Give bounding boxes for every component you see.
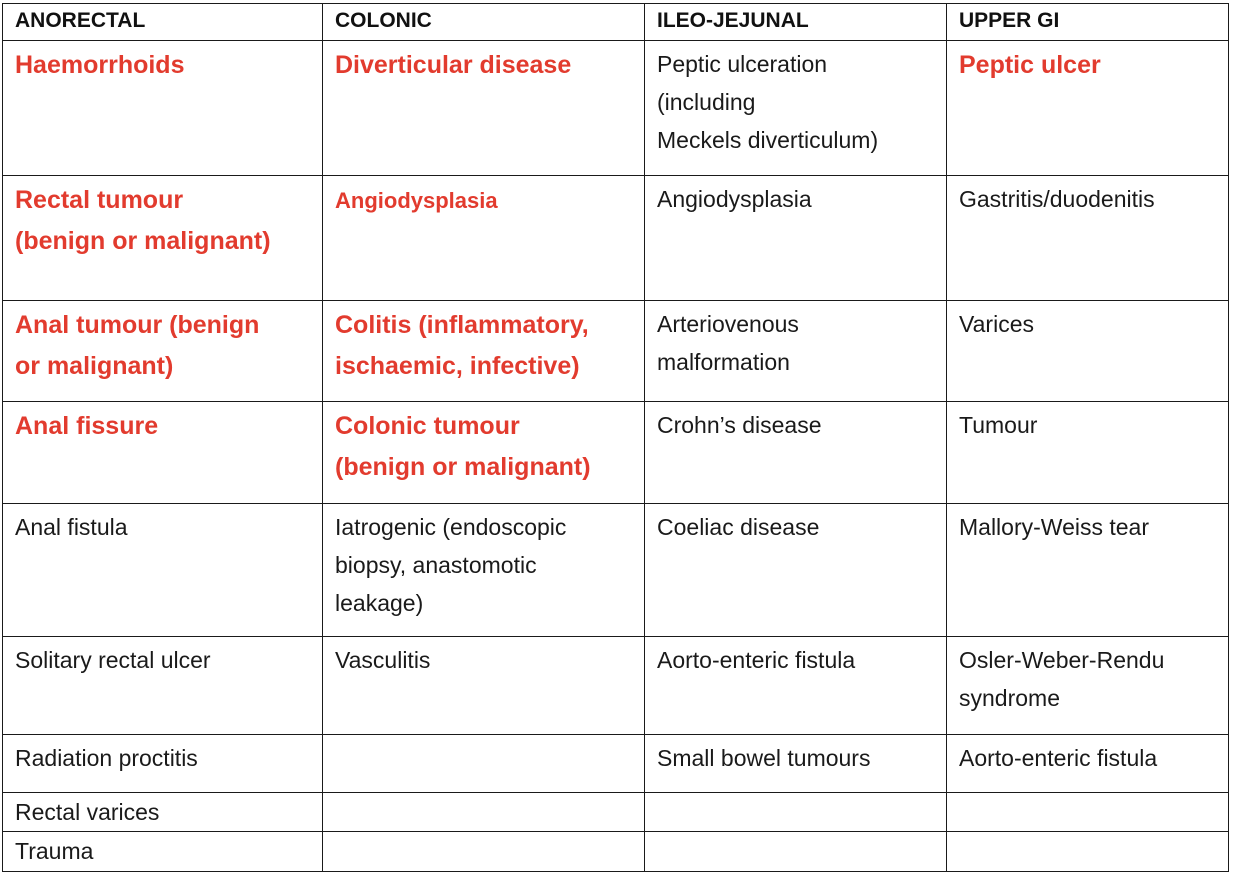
table-cell: Angiodysplasia xyxy=(645,176,947,301)
table-cell: Rectal tumour (benign or malignant) xyxy=(3,176,323,301)
table-cell: Tumour xyxy=(947,402,1229,504)
table-row xyxy=(3,504,1229,637)
table-cell: Peptic ulcer xyxy=(947,41,1229,176)
table-cell xyxy=(645,832,947,872)
header-colonic: COLONIC xyxy=(323,4,645,41)
table-cell: Diverticular disease xyxy=(323,41,645,176)
table-cell: Peptic ulceration (including Meckels diverticulum) xyxy=(645,41,947,176)
table-cell: Coeliac disease xyxy=(645,504,947,637)
table-cell: Anal fissure xyxy=(3,402,323,504)
table-cell: Anal tumour (benign or malignant) xyxy=(3,301,323,402)
table-cell: Arteriovenous malformation xyxy=(645,301,947,402)
table-cell xyxy=(947,832,1229,872)
table-cell: Trauma xyxy=(3,832,323,872)
table-cell: Vasculitis xyxy=(323,637,645,735)
causes-table-container xyxy=(2,3,1229,872)
header-row xyxy=(3,4,1229,41)
table-cell: Small bowel tumours xyxy=(645,735,947,793)
table-cell xyxy=(645,793,947,832)
table-cell: Aorto-enteric fistula xyxy=(645,637,947,735)
table-cell: Osler‑Weber-Rendu syndrome xyxy=(947,637,1229,735)
table-row xyxy=(3,793,1229,832)
table-cell: Colonic tumour (benign or malignant) xyxy=(323,402,645,504)
table-cell xyxy=(323,735,645,793)
table-cell: Solitary rectal ulcer xyxy=(3,637,323,735)
table-row xyxy=(3,402,1229,504)
table-row xyxy=(3,176,1229,301)
table-cell: Varices xyxy=(947,301,1229,402)
table-cell: Haemorrhoids xyxy=(3,41,323,176)
table-cell: Mallory‑Weiss tear xyxy=(947,504,1229,637)
table-cell: Gastritis/duodenitis xyxy=(947,176,1229,301)
table-cell: Colitis (inflammatory, ischaemic, infective) xyxy=(323,301,645,402)
header-ileo-jejunal: ILEO-JEJUNAL xyxy=(645,4,947,41)
table-row xyxy=(3,301,1229,402)
header-upper-gi: UPPER GI xyxy=(947,4,1229,41)
table-row xyxy=(3,832,1229,872)
table-cell xyxy=(323,793,645,832)
table-cell: Crohn’s disease xyxy=(645,402,947,504)
table-cell: Radiation proctitis xyxy=(3,735,323,793)
causes-of-gi-bleeding-table xyxy=(2,3,1229,872)
table-cell xyxy=(947,793,1229,832)
table-row xyxy=(3,735,1229,793)
table-cell xyxy=(323,832,645,872)
table-row xyxy=(3,637,1229,735)
table-cell: Iatrogenic (endoscopic biopsy, anastomotic leakage) xyxy=(323,504,645,637)
table-row xyxy=(3,41,1229,176)
table-cell: Angiodysplasia xyxy=(323,176,645,301)
header-anorectal: ANORECTAL xyxy=(3,4,323,41)
table-cell: Anal fistula xyxy=(3,504,323,637)
table-cell: Rectal varices xyxy=(3,793,323,832)
table-cell: Aorto‑enteric fistula xyxy=(947,735,1229,793)
